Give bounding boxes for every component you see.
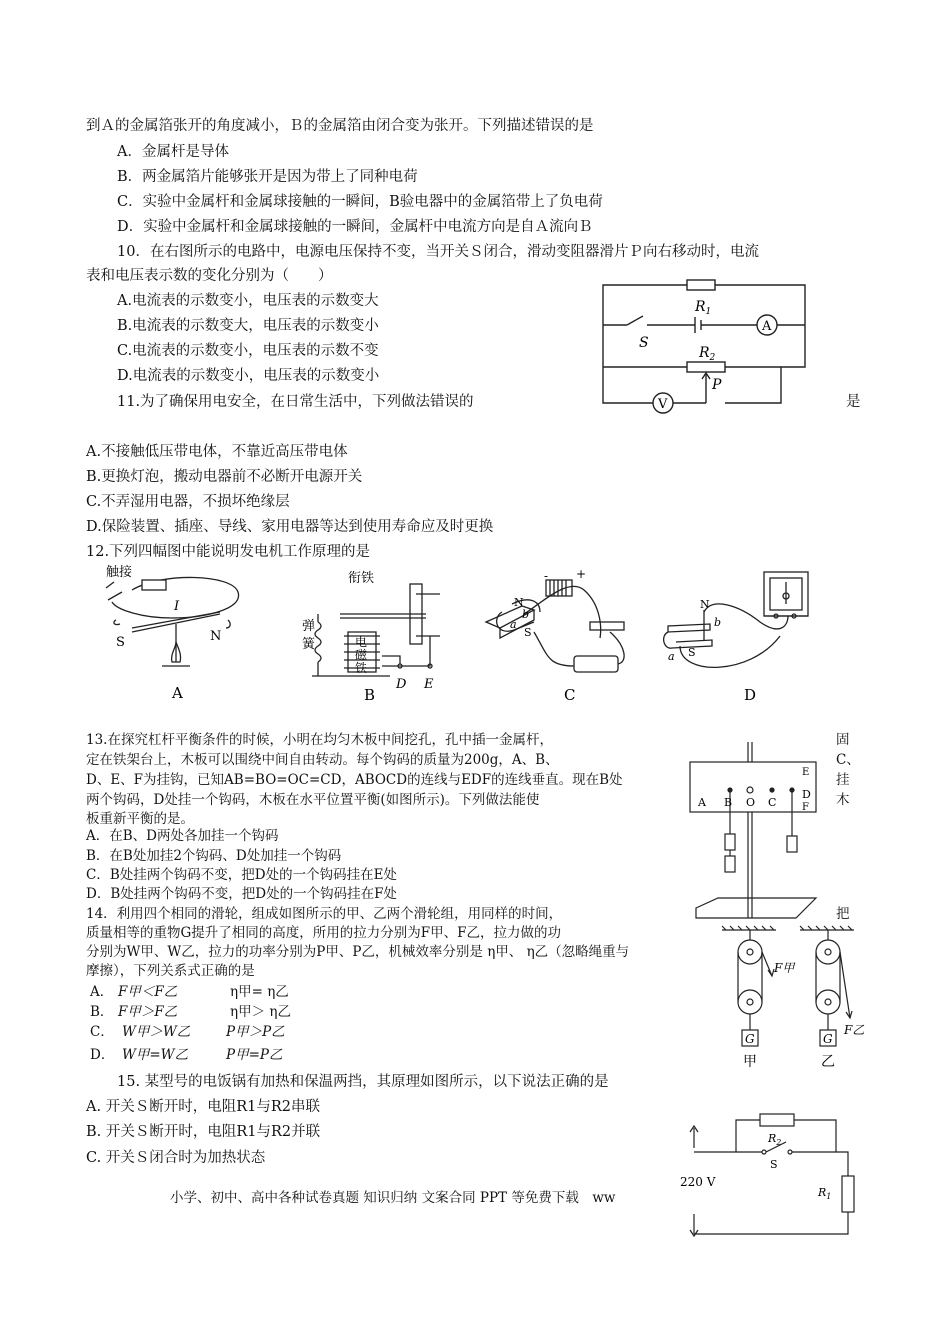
q14-end-1: 把: [836, 906, 850, 922]
q15-option-c: C. 开关Ｓ闭合时为加热状态: [86, 1150, 266, 1166]
q14-line-3: 分别为W甲、W乙，拉力的功率分别为P甲、P乙，机械效率分别是 η甲、 η乙（忽略绳重与: [86, 944, 630, 960]
q10-option-b: B.电流表的示数变大，电压表的示数变小: [117, 318, 379, 334]
q13-end-2: C、: [836, 752, 860, 768]
q13-lever-figure: [688, 738, 828, 928]
q14-weight-label-yi: G: [823, 1032, 833, 1046]
q12b-label: B: [364, 686, 376, 704]
q12b-em-label-2: 磁: [355, 648, 368, 662]
q15-option-b: B. 开关Ｓ断开时，电阻R1与R2并联: [86, 1124, 321, 1140]
q12c-plus-label: +: [576, 567, 587, 581]
q13-line-3: D、E、F为挂钩，已知AB=BO=OC=CD，ABOCD的连线与EDF的连线垂直。现在B处: [86, 772, 623, 788]
q12b-em-label-1: 电: [355, 635, 368, 649]
q14-option-d-left: W甲=W乙: [122, 1047, 189, 1063]
q13-end-3: 挂: [836, 772, 850, 788]
q13-line-1: 13.在探究杠杆平衡条件的时候，小明在均匀木板中间挖孔，孔中插一金属杆，: [86, 732, 553, 748]
q12b-armature-label: 衔铁: [348, 571, 375, 586]
q13-option-b: B．在B处加挂2个钩码、D处加挂一个钩码: [86, 848, 342, 864]
q12b-spring-label-2: 簧: [302, 637, 316, 652]
q11-option-a: A.不接触低压带电体，不靠近高压带电体: [86, 444, 348, 460]
q13-label-c: C: [768, 796, 777, 809]
q12-stem: 12.下列四幅图中能说明发电机工作原理的是: [86, 544, 371, 560]
q10-switch-label: S: [639, 335, 649, 351]
q10-stem-line2: 表和电压表示数的变化分别为（ ）: [86, 268, 333, 284]
q14-line-2: 质量相等的重物G提升了相同的高度，所用的拉力分别为F甲、F乙，拉力做的功: [86, 925, 562, 941]
q14-force-yi-label: F乙: [844, 1023, 865, 1037]
q10-option-c: C.电流表的示数变小，电压表的示数不变: [117, 343, 379, 359]
q14-jia-label: 甲: [743, 1054, 757, 1070]
q14-option-c-letter: C．: [90, 1024, 114, 1040]
q13-option-d: D．B处挂两个钩码不变，把D处的一个钩码挂在F处: [86, 886, 397, 902]
q12a-touch-label: 触接: [106, 565, 133, 580]
q10-stem-line1: 10．在右图所示的电路中，电源电压保持不变，当开关Ｓ闭合，滑动变阻器滑片Ｐ向右移动时，电流: [117, 244, 759, 260]
q13-label-b: B: [724, 796, 733, 809]
q14-option-b-left: F甲＞F乙: [118, 1004, 178, 1020]
q15-switch-label: S: [770, 1158, 778, 1171]
q12c-n-label: N: [514, 596, 524, 609]
q11-stem-end: 是: [846, 394, 861, 410]
q12c-b-label: b: [522, 608, 530, 621]
q12-figure-d: [660, 566, 820, 702]
q14-force-jia-label: F甲: [774, 961, 795, 975]
page-footer: 小学、初中、高中各种试卷真题 知识归纳 文案合同 PPT 等免费下载 ww: [170, 1190, 616, 1206]
q14-option-d-right: P甲=P乙: [226, 1047, 283, 1063]
q13-option-a: A．在B、D两处各加挂一个钩码: [86, 828, 279, 844]
q12a-s-label: S: [116, 635, 125, 650]
q15-circuit-figure: [676, 1110, 866, 1250]
q9-option-d: D．实验中金属杆和金属球接触的一瞬间，金属杆中电流方向是自Ａ流向Ｂ: [117, 219, 593, 235]
q10-ammeter-label: A: [762, 319, 772, 334]
q14-option-b-right: η甲＞ η乙: [230, 1004, 291, 1020]
q9-option-c: C．实验中金属杆和金属球接触的一瞬间，B验电器中的金属箔带上了负电荷: [117, 194, 603, 210]
q10-option-d: D.电流表的示数变小，电压表的示数变小: [117, 368, 380, 384]
q14-pulley-figure: [720, 928, 870, 1078]
q14-option-c-right: P甲＞P乙: [226, 1024, 285, 1040]
q12c-label: C: [564, 686, 576, 704]
q11-option-b: B.更换灯泡，搬动电器前不必断开电源开关: [86, 469, 363, 485]
q12-figure-a: [92, 562, 252, 702]
q15-option-a: A. 开关Ｓ断开时，电阻R1与R2串联: [86, 1099, 320, 1115]
q14-line-1: 14．利用四个相同的滑轮，组成如图所示的甲、乙两个滑轮组，用同样的时间，: [86, 906, 563, 922]
q13-option-c: C．B处挂两个钩码不变，把D处的一个钩码挂在E处: [86, 867, 397, 883]
q15-r1-label: $R_1$: [818, 1186, 832, 1201]
q14-yi-label: 乙: [821, 1054, 835, 1070]
q10-r1-label: $R_1$: [695, 299, 712, 317]
q12b-spring-label-1: 弹: [302, 619, 316, 634]
q12c-minus-label: -: [544, 569, 549, 583]
q10-option-a: A.电流表的示数变小，电压表的示数变大: [117, 293, 379, 309]
q11-option-c: C.不弄湿用电器，不损坏绝缘层: [86, 494, 290, 510]
q13-end-1: 固: [836, 732, 850, 748]
q14-option-c-left: W甲＞W乙: [122, 1024, 191, 1040]
q10-circuit-figure: [595, 275, 825, 425]
q14-option-a-left: F甲＜F乙: [118, 984, 178, 1000]
q15-stem: 15. 某型号的电饭锅有加热和保温两挡，其原理如图所示，以下说法正确的是: [117, 1074, 609, 1090]
q11-option-d: D.保险装置、插座、导线、家用电器等达到使用寿命应及时更换: [86, 519, 494, 535]
q13-label-f: F: [802, 802, 809, 813]
q13-label-d: D: [802, 788, 811, 801]
q13-line-5: 板重新平衡的是。: [86, 811, 194, 827]
q12b-d-label: D: [396, 677, 407, 692]
q9-stem: 到Ａ的金属箔张开的角度减小，Ｂ的金属箔由闭合变为张开。下列描述错误的是: [86, 118, 594, 134]
q12d-s-label: S: [688, 646, 696, 659]
q9-option-b: B．两金属箔片能够张开是因为带上了同种电荷: [117, 169, 418, 185]
q12b-em-label-3: 铁: [355, 661, 368, 675]
q12-figure-c: [478, 566, 648, 702]
q15-voltage-label: 220 V: [680, 1175, 716, 1189]
q11-stem: 11.为了确保用电安全，在日常生活中，下列做法错误的: [117, 394, 474, 410]
q10-r2-label: $R_2$: [699, 345, 716, 363]
q12a-n-label: N: [210, 629, 222, 644]
q13-line-2: 定在铁架台上，木板可以围绕中间自由转动。每个钩码的质量为200g，A、B、: [86, 752, 559, 768]
q12d-label: D: [744, 686, 757, 704]
q12c-a-label: a: [510, 618, 517, 631]
q12b-e-label: E: [424, 677, 434, 692]
q12c-s-label: S: [524, 626, 532, 639]
q14-option-d-letter: D．: [90, 1047, 115, 1063]
q12a-label: A: [172, 684, 183, 702]
q14-option-a-right: η甲= η乙: [230, 984, 289, 1000]
q13-line-4: 两个钩码，D处挂一个钩码，木板在水平位置平衡(如图所示)。下列做法能使: [86, 792, 540, 808]
q14-line-4: 摩擦），下列关系式正确的是: [86, 963, 255, 979]
q14-option-b-letter: B．: [90, 1004, 114, 1020]
q12a-current-label: I: [174, 599, 180, 614]
q12d-b-label: b: [714, 616, 722, 629]
q10-slider-label: P: [712, 377, 722, 393]
q13-label-a: A: [698, 796, 706, 809]
q13-label-o: O: [746, 796, 756, 809]
q13-label-e: E: [802, 767, 810, 778]
q12d-a-label: a: [668, 650, 675, 663]
q14-option-a-letter: A．: [90, 984, 114, 1000]
q12-figure-b: [300, 566, 460, 702]
q15-r2-label: $R_2$: [768, 1132, 782, 1147]
q12d-n-label: N: [700, 598, 710, 611]
q10-voltmeter-label: V: [658, 397, 668, 412]
q13-end-4: 木: [836, 792, 850, 808]
q14-weight-label-jia: G: [745, 1032, 755, 1046]
q9-option-a: A．金属杆是导体: [117, 144, 229, 160]
